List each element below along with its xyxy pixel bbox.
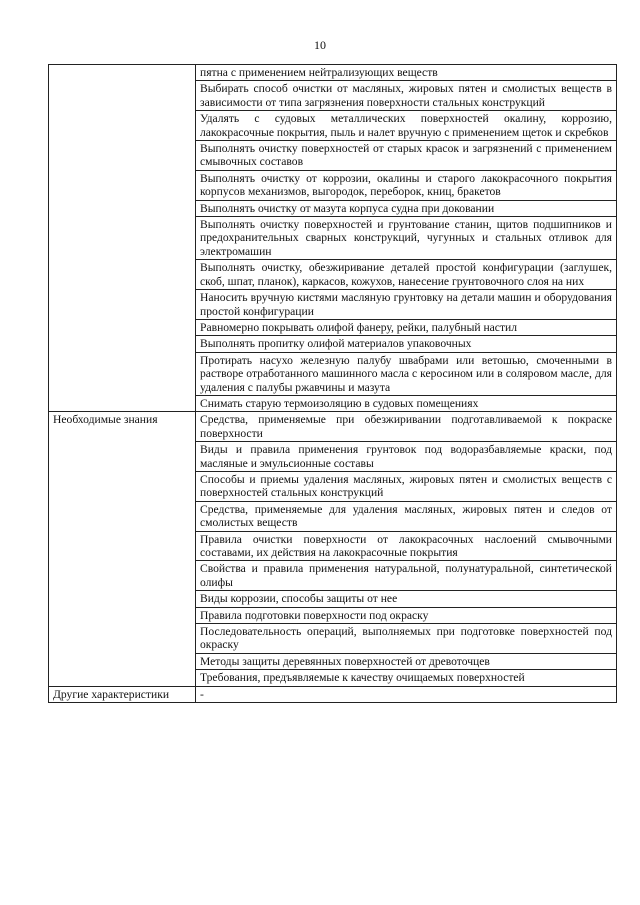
action-item: Выполнять очистку поверхностей от старых красок и загрязнений с применением смывочных составов	[196, 141, 617, 171]
knowledge-item: Требования, предъявляемые к качеству очищаемых поверхностей	[196, 670, 617, 686]
table-row	[49, 65, 617, 81]
knowledge-item: Средства, применяемые для удаления масляных, жировых пятен и следов от смолистых веществ	[196, 501, 617, 531]
action-item: Протирать насухо железную палубу швабрами или ветошью, смоченными в растворе отработанного машинного масла с керосином или в соляровом масле, для удаления с палубы ржавчины и мазута	[196, 352, 617, 395]
action-item: Удалять с судовых металлических поверхностей окалину, коррозию, лакокрасочные покрытия, пыль и налет вручную с применением щеток и скребков	[196, 111, 617, 141]
action-item: Выполнять очистку от коррозии, окалины и старого лакокрасочного покрытия корпусов механизмов, выгородок, переборок, книц, бракетов	[196, 170, 617, 200]
knowledge-item: Последовательность операций, выполняемых при подготовке поверхностей под окраску	[196, 624, 617, 654]
knowledge-item: Виды коррозии, способы защиты от нее	[196, 591, 617, 607]
other-value: -	[196, 686, 617, 702]
competency-table	[48, 64, 617, 703]
knowledge-item: Правила очистки поверхности от лакокрасочных наслоений смывочными составами, их действия на лакокрасочные покрытия	[196, 531, 617, 561]
table-row	[49, 412, 617, 442]
knowledge-item: Виды и правила применения грунтовок под водоразбавляемые краски, под масляные и эмульсионные составы	[196, 442, 617, 472]
action-item: Выбирать способ очистки от масляных, жировых пятен и смолистых веществ в зависимости от типа загрязнения поверхности стальных конструкций	[196, 81, 617, 111]
action-item: пятна с применением нейтрализующих веществ	[196, 65, 617, 81]
knowledge-item: Средства, применяемые при обезжиривании подготавливаемой к покраске поверхности	[196, 412, 617, 442]
action-item: Выполнять очистку поверхностей и грунтование станин, щитов подшипников и предохранительных сварных конструкций, чугунных и стальных отливок для электромашин	[196, 217, 617, 260]
action-item: Снимать старую термоизоляцию в судовых помещениях	[196, 395, 617, 411]
action-item: Выполнять очистку от мазута корпуса судна при доковании	[196, 200, 617, 216]
action-item: Наносить вручную кистями масляную грунтовку на детали машин и оборудования простой конфигурации	[196, 290, 617, 320]
table-row	[49, 686, 617, 702]
section-label-actions	[49, 65, 196, 412]
page-number: 10	[314, 38, 326, 52]
knowledge-item: Свойства и правила применения натуральной, полунатуральной, синтетической олифы	[196, 561, 617, 591]
knowledge-item: Правила подготовки поверхности под окраску	[196, 607, 617, 623]
action-item: Равномерно покрывать олифой фанеру, рейки, палубный настил	[196, 319, 617, 335]
section-label-knowledge: Необходимые знания	[49, 412, 196, 686]
section-label-other: Другие характеристики	[49, 686, 196, 702]
knowledge-item: Методы защиты деревянных поверхностей от древоточцев	[196, 653, 617, 669]
knowledge-item: Способы и приемы удаления масляных, жировых пятен и смолистых веществ с поверхностей стальных конструкций	[196, 471, 617, 501]
action-item: Выполнять пропитку олифой материалов упаковочных	[196, 336, 617, 352]
action-item: Выполнять очистку, обезжиривание деталей простой конфигурации (заглушек, скоб, шпат, планок), каркасов, кожухов, нанесение грунтовочного слоя на них	[196, 260, 617, 290]
